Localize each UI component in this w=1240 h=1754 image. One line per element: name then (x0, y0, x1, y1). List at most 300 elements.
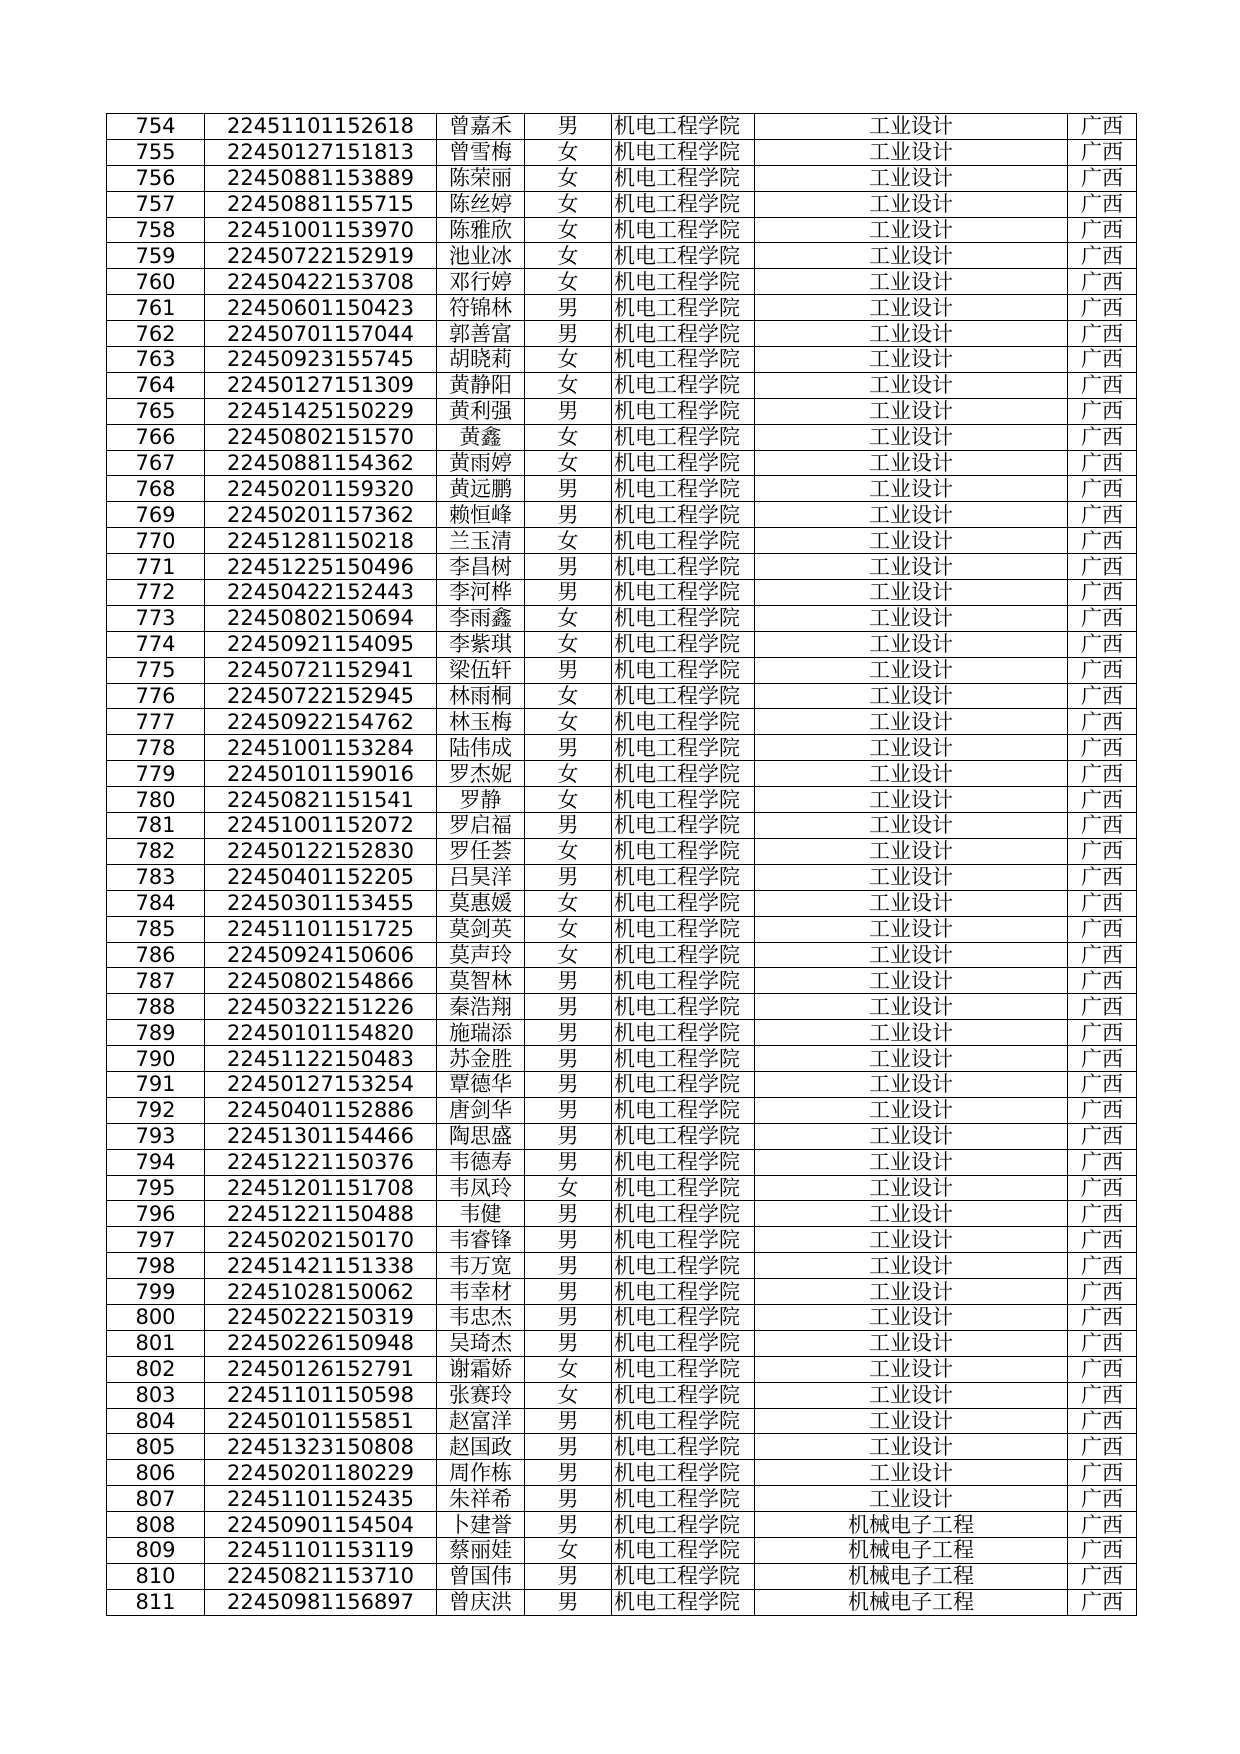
province-cell: 广西 (1068, 450, 1137, 476)
student-id-cell: 22451323150808 (205, 1434, 437, 1460)
major-cell: 机械电子工程 (755, 1512, 1068, 1538)
table-row (107, 139, 1137, 165)
student-name-cell: 罗静 (437, 787, 525, 813)
student-id-cell: 22450422153708 (205, 269, 437, 295)
college-cell: 机电工程学院 (612, 968, 755, 994)
student-id-cell: 22451001153970 (205, 217, 437, 243)
province-cell: 广西 (1068, 1537, 1137, 1563)
gender-cell: 女 (525, 372, 612, 398)
gender-cell: 女 (525, 890, 612, 916)
student-id-cell: 22451001153284 (205, 735, 437, 761)
student-name-cell: 覃德华 (437, 1071, 525, 1097)
college-cell: 机电工程学院 (612, 1046, 755, 1072)
college-cell: 机电工程学院 (612, 1149, 755, 1175)
gender-cell: 女 (525, 424, 612, 450)
province-cell: 广西 (1068, 1279, 1137, 1305)
serial-number-cell: 778 (107, 735, 205, 761)
college-cell: 机电工程学院 (612, 347, 755, 373)
college-cell: 机电工程学院 (612, 191, 755, 217)
student-id-cell: 22450127151813 (205, 139, 437, 165)
major-cell: 工业设计 (755, 942, 1068, 968)
student-id-cell: 22451221150488 (205, 1201, 437, 1227)
province-cell: 广西 (1068, 321, 1137, 347)
student-name-cell: 赖恒峰 (437, 502, 525, 528)
major-cell: 机械电子工程 (755, 1589, 1068, 1615)
college-cell: 机电工程学院 (612, 1408, 755, 1434)
college-cell: 机电工程学院 (612, 1123, 755, 1149)
student-name-cell: 韦万宽 (437, 1253, 525, 1279)
student-name-cell: 池业冰 (437, 243, 525, 269)
major-cell: 工业设计 (755, 709, 1068, 735)
student-id-cell: 22450126152791 (205, 1356, 437, 1382)
student-id-cell: 22451225150496 (205, 554, 437, 580)
gender-cell: 男 (525, 321, 612, 347)
student-id-cell: 22451101152435 (205, 1486, 437, 1512)
student-name-cell: 韦忠杰 (437, 1304, 525, 1330)
province-cell: 广西 (1068, 528, 1137, 554)
student-id-cell: 22451122150483 (205, 1046, 437, 1072)
serial-number-cell: 757 (107, 191, 205, 217)
student-id-cell: 22451101150598 (205, 1382, 437, 1408)
table-row (107, 580, 1137, 606)
student-name-cell: 曾雪梅 (437, 139, 525, 165)
college-cell: 机电工程学院 (612, 139, 755, 165)
province-cell: 广西 (1068, 1123, 1137, 1149)
table-row (107, 295, 1137, 321)
province-cell: 广西 (1068, 709, 1137, 735)
table-row (107, 191, 1137, 217)
province-cell: 广西 (1068, 165, 1137, 191)
serial-number-cell: 779 (107, 761, 205, 787)
college-cell: 机电工程学院 (612, 165, 755, 191)
student-id-cell: 22451301154466 (205, 1123, 437, 1149)
gender-cell: 男 (525, 1071, 612, 1097)
student-name-cell: 黄鑫 (437, 424, 525, 450)
gender-cell: 男 (525, 1408, 612, 1434)
serial-number-cell: 766 (107, 424, 205, 450)
college-cell: 机电工程学院 (612, 1563, 755, 1589)
college-cell: 机电工程学院 (612, 787, 755, 813)
serial-number-cell: 782 (107, 838, 205, 864)
province-cell: 广西 (1068, 114, 1137, 140)
gender-cell: 女 (525, 269, 612, 295)
major-cell: 工业设计 (755, 1330, 1068, 1356)
serial-number-cell: 800 (107, 1304, 205, 1330)
province-cell: 广西 (1068, 994, 1137, 1020)
student-id-cell: 22450981156897 (205, 1589, 437, 1615)
table-row (107, 554, 1137, 580)
gender-cell: 男 (525, 398, 612, 424)
student-id-cell: 22450202150170 (205, 1227, 437, 1253)
serial-number-cell: 811 (107, 1589, 205, 1615)
student-id-cell: 22451001152072 (205, 813, 437, 839)
gender-cell: 男 (525, 657, 612, 683)
table-row (107, 1046, 1137, 1072)
student-name-cell: 符锦林 (437, 295, 525, 321)
serial-number-cell: 797 (107, 1227, 205, 1253)
province-cell: 广西 (1068, 838, 1137, 864)
gender-cell: 男 (525, 1020, 612, 1046)
college-cell: 机电工程学院 (612, 631, 755, 657)
gender-cell: 男 (525, 864, 612, 890)
major-cell: 工业设计 (755, 1020, 1068, 1046)
student-name-cell: 张赛玲 (437, 1382, 525, 1408)
college-cell: 机电工程学院 (612, 709, 755, 735)
gender-cell: 男 (525, 1304, 612, 1330)
gender-cell: 男 (525, 580, 612, 606)
major-cell: 工业设计 (755, 321, 1068, 347)
serial-number-cell: 776 (107, 683, 205, 709)
student-name-cell: 罗杰妮 (437, 761, 525, 787)
major-cell: 工业设计 (755, 838, 1068, 864)
student-name-cell: 李河桦 (437, 580, 525, 606)
table-row (107, 114, 1137, 140)
major-cell: 工业设计 (755, 761, 1068, 787)
student-id-cell: 22450821151541 (205, 787, 437, 813)
student-id-cell: 22450802151570 (205, 424, 437, 450)
student-name-cell: 周作栋 (437, 1460, 525, 1486)
college-cell: 机电工程学院 (612, 1071, 755, 1097)
college-cell: 机电工程学院 (612, 1589, 755, 1615)
major-cell: 工业设计 (755, 1408, 1068, 1434)
student-name-cell: 秦浩翔 (437, 994, 525, 1020)
serial-number-cell: 806 (107, 1460, 205, 1486)
student-name-cell: 韦睿锋 (437, 1227, 525, 1253)
province-cell: 广西 (1068, 1408, 1137, 1434)
table-row (107, 890, 1137, 916)
serial-number-cell: 795 (107, 1175, 205, 1201)
table-row (107, 476, 1137, 502)
student-id-cell: 22451028150062 (205, 1279, 437, 1305)
gender-cell: 女 (525, 683, 612, 709)
college-cell: 机电工程学院 (612, 1537, 755, 1563)
serial-number-cell: 762 (107, 321, 205, 347)
major-cell: 工业设计 (755, 269, 1068, 295)
major-cell: 工业设计 (755, 1071, 1068, 1097)
college-cell: 机电工程学院 (612, 942, 755, 968)
serial-number-cell: 781 (107, 813, 205, 839)
table-row (107, 424, 1137, 450)
province-cell: 广西 (1068, 761, 1137, 787)
major-cell: 工业设计 (755, 1123, 1068, 1149)
province-cell: 广西 (1068, 890, 1137, 916)
province-cell: 广西 (1068, 1097, 1137, 1123)
student-id-cell: 22450322151226 (205, 994, 437, 1020)
major-cell: 机械电子工程 (755, 1537, 1068, 1563)
student-id-cell: 22450127151309 (205, 372, 437, 398)
college-cell: 机电工程学院 (612, 1175, 755, 1201)
student-name-cell: 卜建誉 (437, 1512, 525, 1538)
serial-number-cell: 780 (107, 787, 205, 813)
college-cell: 机电工程学院 (612, 398, 755, 424)
student-id-cell: 22450881153889 (205, 165, 437, 191)
college-cell: 机电工程学院 (612, 476, 755, 502)
serial-number-cell: 808 (107, 1512, 205, 1538)
gender-cell: 男 (525, 554, 612, 580)
table-row (107, 1071, 1137, 1097)
serial-number-cell: 770 (107, 528, 205, 554)
table-row (107, 528, 1137, 554)
gender-cell: 女 (525, 787, 612, 813)
college-cell: 机电工程学院 (612, 243, 755, 269)
major-cell: 工业设计 (755, 139, 1068, 165)
table-row (107, 1330, 1137, 1356)
serial-number-cell: 801 (107, 1330, 205, 1356)
table-row (107, 347, 1137, 373)
student-id-cell: 22450921154095 (205, 631, 437, 657)
gender-cell: 男 (525, 1046, 612, 1072)
student-id-cell: 22450901154504 (205, 1512, 437, 1538)
college-cell: 机电工程学院 (612, 735, 755, 761)
student-name-cell: 韦幸材 (437, 1279, 525, 1305)
province-cell: 广西 (1068, 1330, 1137, 1356)
major-cell: 工业设计 (755, 1149, 1068, 1175)
table-row (107, 968, 1137, 994)
gender-cell: 男 (525, 1253, 612, 1279)
student-name-cell: 陶思盛 (437, 1123, 525, 1149)
student-id-cell: 22450922154762 (205, 709, 437, 735)
student-name-cell: 莫惠媛 (437, 890, 525, 916)
gender-cell: 男 (525, 1097, 612, 1123)
serial-number-cell: 772 (107, 580, 205, 606)
gender-cell: 女 (525, 217, 612, 243)
major-cell: 工业设计 (755, 1279, 1068, 1305)
major-cell: 工业设计 (755, 580, 1068, 606)
serial-number-cell: 758 (107, 217, 205, 243)
table-row (107, 916, 1137, 942)
student-name-cell: 胡晓莉 (437, 347, 525, 373)
province-cell: 广西 (1068, 1486, 1137, 1512)
student-name-cell: 林玉梅 (437, 709, 525, 735)
serial-number-cell: 805 (107, 1434, 205, 1460)
student-id-cell: 22450802154866 (205, 968, 437, 994)
major-cell: 工业设计 (755, 424, 1068, 450)
province-cell: 广西 (1068, 139, 1137, 165)
province-cell: 广西 (1068, 787, 1137, 813)
major-cell: 工业设计 (755, 631, 1068, 657)
student-id-cell: 22451101152618 (205, 114, 437, 140)
table-row (107, 1253, 1137, 1279)
table-row (107, 502, 1137, 528)
gender-cell: 男 (525, 1589, 612, 1615)
student-id-cell: 22450122152830 (205, 838, 437, 864)
student-id-cell: 22450301153455 (205, 890, 437, 916)
college-cell: 机电工程学院 (612, 450, 755, 476)
province-cell: 广西 (1068, 916, 1137, 942)
student-name-cell: 郭善富 (437, 321, 525, 347)
province-cell: 广西 (1068, 1201, 1137, 1227)
student-name-cell: 陈丝婷 (437, 191, 525, 217)
table-row (107, 1097, 1137, 1123)
major-cell: 工业设计 (755, 217, 1068, 243)
gender-cell: 女 (525, 1537, 612, 1563)
student-name-cell: 曾嘉禾 (437, 114, 525, 140)
serial-number-cell: 768 (107, 476, 205, 502)
major-cell: 工业设计 (755, 502, 1068, 528)
college-cell: 机电工程学院 (612, 1330, 755, 1356)
student-name-cell: 韦凤玲 (437, 1175, 525, 1201)
serial-number-cell: 787 (107, 968, 205, 994)
college-cell: 机电工程学院 (612, 424, 755, 450)
gender-cell: 女 (525, 347, 612, 373)
student-id-cell: 22451421151338 (205, 1253, 437, 1279)
college-cell: 机电工程学院 (612, 295, 755, 321)
student-id-cell: 22450802150694 (205, 605, 437, 631)
gender-cell: 男 (525, 295, 612, 321)
province-cell: 广西 (1068, 372, 1137, 398)
student-name-cell: 林雨桐 (437, 683, 525, 709)
table-row (107, 787, 1137, 813)
province-cell: 广西 (1068, 580, 1137, 606)
province-cell: 广西 (1068, 243, 1137, 269)
college-cell: 机电工程学院 (612, 838, 755, 864)
province-cell: 广西 (1068, 1046, 1137, 1072)
serial-number-cell: 790 (107, 1046, 205, 1072)
student-id-cell: 22450721152941 (205, 657, 437, 683)
major-cell: 工业设计 (755, 528, 1068, 554)
province-cell: 广西 (1068, 1175, 1137, 1201)
province-cell: 广西 (1068, 1382, 1137, 1408)
serial-number-cell: 775 (107, 657, 205, 683)
gender-cell: 男 (525, 1460, 612, 1486)
province-cell: 广西 (1068, 191, 1137, 217)
serial-number-cell: 764 (107, 372, 205, 398)
student-name-cell: 莫声玲 (437, 942, 525, 968)
student-name-cell: 莫剑英 (437, 916, 525, 942)
serial-number-cell: 804 (107, 1408, 205, 1434)
major-cell: 工业设计 (755, 813, 1068, 839)
college-cell: 机电工程学院 (612, 114, 755, 140)
gender-cell: 女 (525, 709, 612, 735)
serial-number-cell: 802 (107, 1356, 205, 1382)
table-row (107, 243, 1137, 269)
serial-number-cell: 767 (107, 450, 205, 476)
table-row (107, 1175, 1137, 1201)
serial-number-cell: 756 (107, 165, 205, 191)
college-cell: 机电工程学院 (612, 554, 755, 580)
major-cell: 工业设计 (755, 1356, 1068, 1382)
student-id-cell: 22451281150218 (205, 528, 437, 554)
student-id-cell: 22450401152886 (205, 1097, 437, 1123)
student-name-cell: 邓行婷 (437, 269, 525, 295)
major-cell: 工业设计 (755, 1304, 1068, 1330)
gender-cell: 女 (525, 838, 612, 864)
college-cell: 机电工程学院 (612, 1253, 755, 1279)
table-row (107, 398, 1137, 424)
gender-cell: 女 (525, 916, 612, 942)
major-cell: 工业设计 (755, 1201, 1068, 1227)
province-cell: 广西 (1068, 631, 1137, 657)
serial-number-cell: 783 (107, 864, 205, 890)
province-cell: 广西 (1068, 269, 1137, 295)
college-cell: 机电工程学院 (612, 1201, 755, 1227)
province-cell: 广西 (1068, 657, 1137, 683)
student-id-cell: 22450722152919 (205, 243, 437, 269)
serial-number-cell: 777 (107, 709, 205, 735)
province-cell: 广西 (1068, 476, 1137, 502)
student-id-cell: 22451201151708 (205, 1175, 437, 1201)
table-row (107, 372, 1137, 398)
province-cell: 广西 (1068, 605, 1137, 631)
table-row (107, 321, 1137, 347)
student-name-cell: 赵国政 (437, 1434, 525, 1460)
gender-cell: 男 (525, 476, 612, 502)
student-id-cell: 22450923155745 (205, 347, 437, 373)
gender-cell: 男 (525, 1563, 612, 1589)
student-id-cell: 22450821153710 (205, 1563, 437, 1589)
province-cell: 广西 (1068, 1071, 1137, 1097)
table-row (107, 994, 1137, 1020)
student-name-cell: 黄静阳 (437, 372, 525, 398)
gender-cell: 男 (525, 1201, 612, 1227)
major-cell: 工业设计 (755, 1175, 1068, 1201)
table-row (107, 1408, 1137, 1434)
table-row (107, 1460, 1137, 1486)
gender-cell: 男 (525, 1512, 612, 1538)
gender-cell: 女 (525, 761, 612, 787)
serial-number-cell: 771 (107, 554, 205, 580)
major-cell: 工业设计 (755, 398, 1068, 424)
college-cell: 机电工程学院 (612, 372, 755, 398)
student-id-cell: 22450127153254 (205, 1071, 437, 1097)
student-id-cell: 22450201180229 (205, 1460, 437, 1486)
serial-number-cell: 794 (107, 1149, 205, 1175)
table-row (107, 761, 1137, 787)
province-cell: 广西 (1068, 424, 1137, 450)
serial-number-cell: 761 (107, 295, 205, 321)
student-name-cell: 曾庆洪 (437, 1589, 525, 1615)
college-cell: 机电工程学院 (612, 1460, 755, 1486)
student-name-cell: 梁伍轩 (437, 657, 525, 683)
gender-cell: 男 (525, 1486, 612, 1512)
province-cell: 广西 (1068, 942, 1137, 968)
table-row (107, 709, 1137, 735)
student-name-cell: 李昌树 (437, 554, 525, 580)
table-row (107, 813, 1137, 839)
college-cell: 机电工程学院 (612, 1486, 755, 1512)
table-row (107, 1149, 1137, 1175)
serial-number-cell: 774 (107, 631, 205, 657)
student-id-cell: 22450701157044 (205, 321, 437, 347)
province-cell: 广西 (1068, 502, 1137, 528)
serial-number-cell: 788 (107, 994, 205, 1020)
major-cell: 工业设计 (755, 1253, 1068, 1279)
major-cell: 工业设计 (755, 1434, 1068, 1460)
gender-cell: 女 (525, 243, 612, 269)
table-row (107, 1537, 1137, 1563)
table-row (107, 1486, 1137, 1512)
college-cell: 机电工程学院 (612, 528, 755, 554)
gender-cell: 女 (525, 1175, 612, 1201)
student-name-cell: 罗任荟 (437, 838, 525, 864)
province-cell: 广西 (1068, 1304, 1137, 1330)
college-cell: 机电工程学院 (612, 683, 755, 709)
major-cell: 工业设计 (755, 114, 1068, 140)
gender-cell: 男 (525, 1279, 612, 1305)
major-cell: 工业设计 (755, 372, 1068, 398)
college-cell: 机电工程学院 (612, 1020, 755, 1046)
college-cell: 机电工程学院 (612, 321, 755, 347)
province-cell: 广西 (1068, 1020, 1137, 1046)
student-id-cell: 22450722152945 (205, 683, 437, 709)
major-cell: 工业设计 (755, 1382, 1068, 1408)
student-id-cell: 22450201159320 (205, 476, 437, 502)
college-cell: 机电工程学院 (612, 813, 755, 839)
student-id-cell: 22451221150376 (205, 1149, 437, 1175)
table-row (107, 1123, 1137, 1149)
table-row (107, 735, 1137, 761)
province-cell: 广西 (1068, 1227, 1137, 1253)
